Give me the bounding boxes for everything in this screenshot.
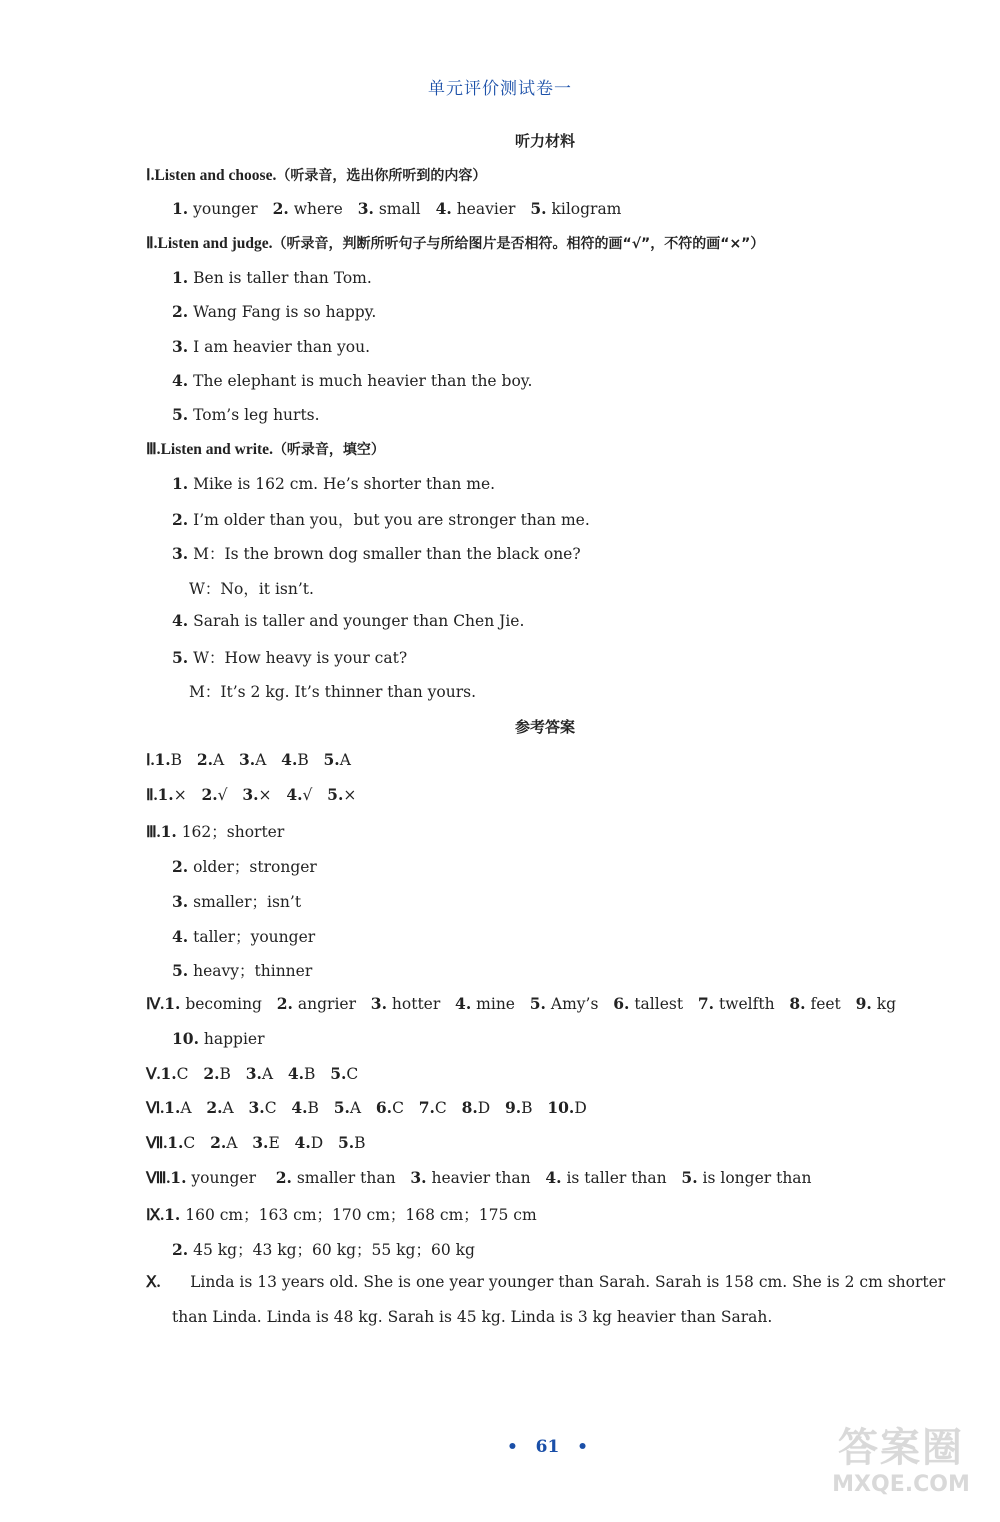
list-item: 5. W：How heavy is your cat?	[172, 648, 408, 667]
list-item: 1. Ben is taller than Tom.	[172, 268, 372, 287]
watermark-logo: 答案圈 MXQE.COM	[832, 1425, 970, 1497]
list-item: 3. M：Is the brown dog smaller than the black one?	[172, 544, 581, 563]
list-item: 4. taller；younger	[172, 927, 316, 946]
list-item: 2. 45 kg；43 kg；60 kg；55 kg；60 kg	[172, 1240, 475, 1259]
list-item: 4. Sarah is taller and younger than Chen Jie.	[172, 611, 525, 630]
list-item: 1. Mike is 162 cm. He’s shorter than me.	[172, 474, 496, 493]
list-item: 1. younger	[172, 199, 258, 218]
answer-row-5: Ⅴ.1.C 2.B 3.A 4.B 5.C	[146, 1064, 359, 1083]
answer-row-6: Ⅵ.1.A 2.A 3.C 4.B 5.A 6.C 7.C 8.D 9.B 10.D	[146, 1098, 587, 1117]
list-item: 2. where	[272, 199, 343, 218]
answer-row-2: Ⅱ.1.× 2.√ 3.× 4.√ 5.×	[146, 785, 357, 804]
list-item: 3. small	[357, 199, 421, 218]
list-item: 2. older；stronger	[172, 857, 317, 876]
list-item: 5. heavy；thinner	[172, 961, 313, 980]
listening-section-1-heading: Ⅰ.Listen and choose.（听录音，选出你所听到的内容）	[146, 167, 487, 184]
answers-heading: 参考答案	[514, 718, 575, 736]
list-item: 2. I’m older than you，but you are stronger than me.	[172, 510, 590, 529]
list-item: 2. Wang Fang is so happy.	[172, 302, 377, 321]
list-item: 5. kilogram	[530, 199, 622, 218]
answer-row-3: Ⅲ.1. 162；shorter	[146, 822, 285, 841]
answer-row-9: Ⅸ.1. 160 cm；163 cm；170 cm；168 cm；175 cm	[146, 1205, 537, 1224]
dialogue-line: W：No，it isn’t.	[189, 580, 314, 598]
page-title: 单元评价测试卷一	[428, 79, 572, 99]
answer-row-8: Ⅷ.1. younger 2. smaller than 3. heavier than 4. is taller than 5. is longer than	[146, 1168, 812, 1187]
answer-row-1: Ⅰ.1.B 2.A 3.A 4.B 5.A	[146, 750, 351, 769]
list-item: 5. Tom’s leg hurts.	[172, 405, 320, 424]
list-item: 3. I am heavier than you.	[172, 337, 371, 356]
page-number: • 61 •	[507, 1437, 588, 1457]
answer-row-7: Ⅶ.1.C 2.A 3.E 4.D 5.B	[146, 1133, 366, 1152]
listening-heading: 听力材料	[514, 132, 575, 150]
answer-row-10-continued: than Linda. Linda is 48 kg. Sarah is 45 kg. Linda is 3 kg heavier than Sarah.	[172, 1308, 773, 1326]
list-item: 4. The elephant is much heavier than the boy.	[172, 371, 533, 390]
list-item: 4. heavier	[435, 199, 516, 218]
list-item: 10. happier	[172, 1029, 265, 1048]
answer-row-10: Ⅹ. Linda is 13 years old. She is one year younger than Sarah. Sarah is 158 cm. She is 2 cm shorter	[146, 1273, 946, 1291]
answer-row-4: Ⅳ.1. becoming 2. angrier 3. hotter 4. mine 5. Amy’s 6. tallest 7. twelfth 8. feet 9. kg	[146, 994, 897, 1013]
listening-section-3-heading: Ⅲ.Listen and write.（听录音，填空）	[146, 441, 385, 458]
dialogue-line: M：It’s 2 kg. It’s thinner than yours.	[189, 683, 477, 701]
list-item: 3. smaller；isn’t	[172, 892, 302, 911]
listening-section-2-heading: Ⅱ.Listen and judge.（听录音，判断所听句子与所给图片是否相符。相符的画“√”，不符的画“×”）	[146, 235, 765, 252]
listening-section-1-items	[172, 199, 631, 218]
